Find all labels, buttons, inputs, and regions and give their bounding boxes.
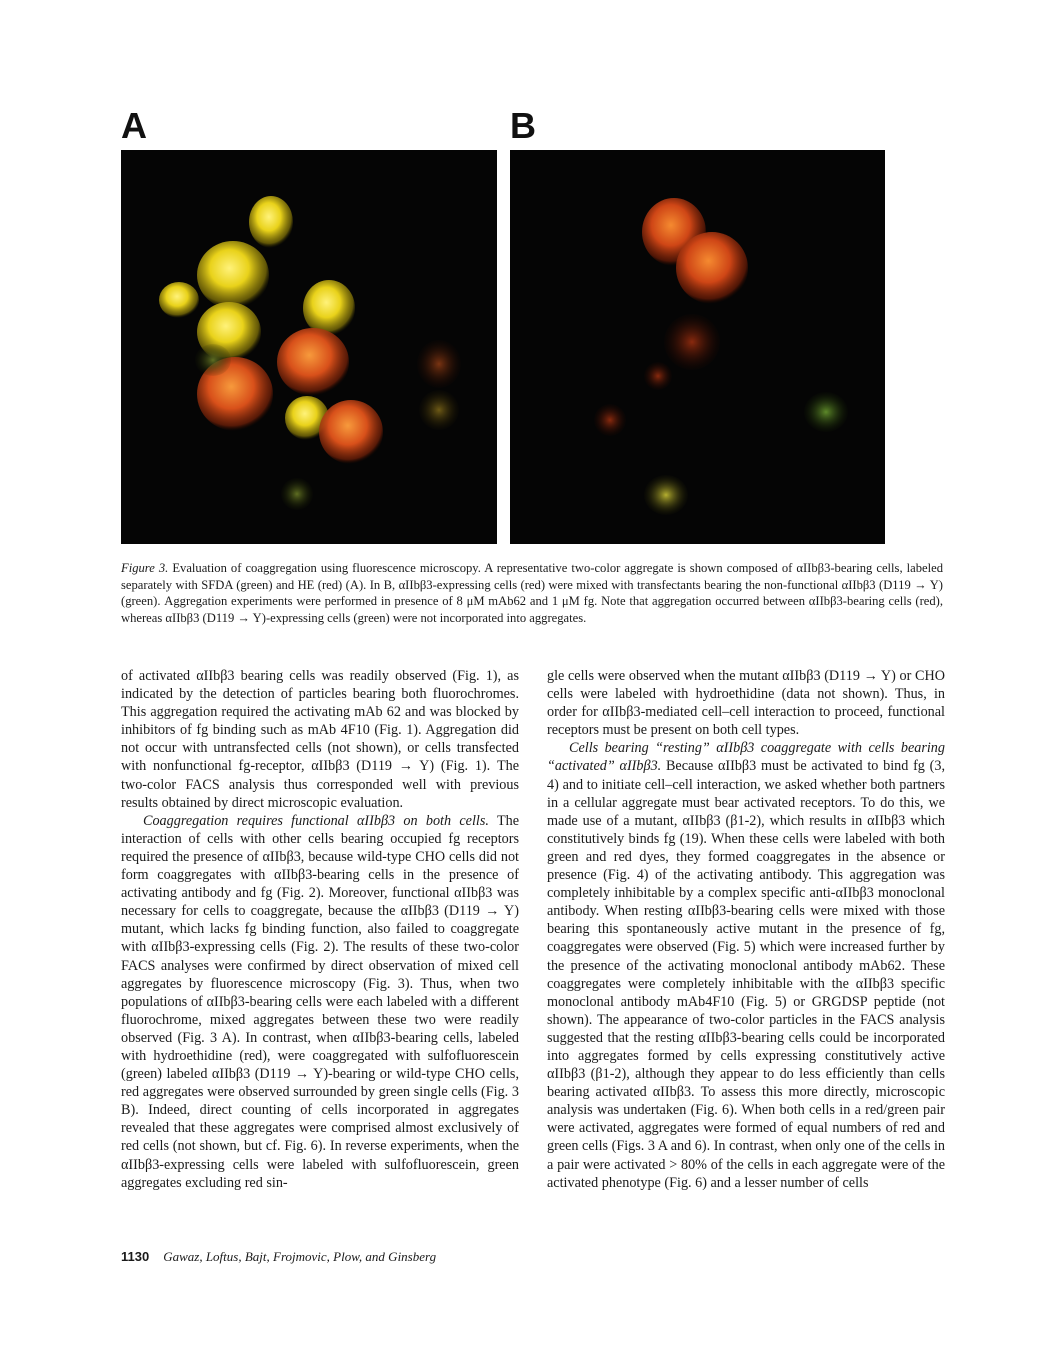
dim-cell <box>417 340 461 388</box>
paragraph <box>547 739 945 1191</box>
green-cell <box>159 282 199 318</box>
body-column-right <box>547 667 945 1192</box>
figure-caption <box>121 560 943 626</box>
green-cell <box>249 196 293 248</box>
paragraph <box>121 812 519 1192</box>
paragraph: gle cells were observed when the mutant αIIbβ3 (D119 → Y) or CHO cells were labeled with hydroethidine (data not shown). Thus, in order for αIIbβ3-mediated cell–cell interaction to proceed, functional receptors must be present on both cell types. <box>547 668 945 739</box>
page-footer <box>121 1249 436 1265</box>
red-cell <box>676 232 748 304</box>
caption-text: Evaluation of coaggregation using fluorescence microscopy. A representative two-color aggregate is shown composed of αIIbβ3-bearing cells, labeled separately with SFDA (green) and HE (red) (A). In B, αIIbβ3-expressing cells (red) were mixed with transfectants bearing the non-functional αIIbβ3 (D119 → Y) (green). Aggregation experiments were performed in presence of 8 μM mAb62 and 1 μM fg. Note that aggregation occurred between αIIbβ3-bearing cells (red), whereas αIIbβ3 (D119 → Y)-expressing cells (green) were not incorporated into aggregates. <box>121 561 943 625</box>
panel-a-label: A <box>121 105 147 146</box>
dim-cell <box>419 390 459 430</box>
dim-red-cell <box>664 314 720 370</box>
green-cell <box>303 280 355 336</box>
paragraph: of activated αIIbβ3 bearing cells was readily observed (Fig. 1), as indicated by the detection of particles bearing both fluorochromes. This aggregation required the activating mAb 62 and was blocked by inhibitors of fg binding such as mAb 4F10 (Fig. 1). Aggregation did not occur with untransfected cells (not shown), or cells transfected with nonfunctional fg-receptor, αIIbβ3 (D119 → Y) (Fig. 1). The two-color FACS analysis thus corresponded well with previous results obtained by direct microscopic evaluation. <box>121 668 519 811</box>
red-cell <box>277 328 349 396</box>
micrograph-panel-a <box>121 150 497 544</box>
dim-cell <box>195 344 231 376</box>
dim-red-cell <box>644 362 672 390</box>
section-heading: Coaggregation requires functional αIIbβ3 on both cells. <box>143 812 489 829</box>
paragraph-text: The interaction of cells with other cells bearing occupied fg receptors required the presence of αIIbβ3, because wild-type CHO cells did not form coaggregates with αIIbβ3-bearing cells in the presence of activating antibody and fg (Fig. 2). Moreover, functional αIIbβ3 was necessary for cells to coaggregate, because the αIIbβ3 (D119 → Y) mutant, which lacks fg binding function, also failed to coaggregate with αIIbβ3-expressing cells (Fig. 2). The results of these two-color FACS analyses were confirmed by direct observation of mixed cell aggregates by fluorescence microscopy (Fig. 3). Thus, when two populations of αIIbβ3-bearing cells were each labeled with a different fluorochrome, mixed aggregates between these two were readily observed (Fig. 3 A). In contrast, when αIIbβ3-bearing cells, labeled with hydroethidine (red), were coaggregated with sulfofluorescein (green) labeled αIIbβ3 (D119 → Y)-bearing or wild-type CHO cells, red aggregates were observed surrounded by green single cells (Fig. 3 B). Indeed, direct counting of cells incorporated in aggregates revealed that these aggregates were comprised almost exclusively of red cells (not shown, but cf. Fig. 6). In reverse experiments, when the αIIbβ3-expressing cells were labeled with sulfofluorescein, green aggregates excluding red sin- <box>121 812 519 1191</box>
red-cell <box>319 400 383 464</box>
caption-label: Figure 3. <box>121 561 169 575</box>
section-heading: Cells bearing “resting” αIIbβ3 coaggregate with cells bearing “activated” αIIbβ3. <box>547 740 945 775</box>
paragraph-text: Because αIIbβ3 must be activated to bind fg (3, 4) and to initiate cell–cell interaction, we asked whether both partners in a cellular aggregate must bear activated receptors. To do this, we made use of a mutant, αIIbβ3 (β1-2), which results in αIIbβ3 which constitutively binds fg (19). When these cells were labeled with both green and red dyes, they formed coaggregates in the absence or presence (Fig. 4) of the activating antibody. This aggregation was completely inhibitable by a complex specific anti-αIIbβ3 monoclonal antibody. When resting αIIbβ3-bearing cells were mixed with those bearing this spontaneously active mutant in the presence of fg, coaggregates were observed (Fig. 5) which were increased further by the presence of the activating monoclonal antibody mAb62. These coaggregates were completely inhibitable with the αIIbβ3 specific monoclonal antibody mAb4F10 (Fig. 5) or GRGDSP peptide (not shown). The appearance of two-color particles in the FACS analysis suggested that the resting αIIbβ3-bearing cells could be incorporated into aggregates formed by cells expressing constitutively active αIIbβ3 (β1-2), although they appear to do less efficiently than cells bearing activated αIIbβ3. To assess this more directly, microscopic analysis was undertaken (Fig. 6). When both cells in a red/green pair were activated, aggregates were formed of equal numbers of red and green cells (Figs. 3 A and 6). In contrast, when only one of the cells in a pair were activated > 80% of the cells in each aggregate were of the activated phenotype (Fig. 6) and a lesser number of cells <box>547 758 945 1191</box>
green-cell <box>644 475 688 515</box>
micrograph-panel-b <box>510 150 885 544</box>
dim-red-cell <box>594 404 626 436</box>
body-column-left <box>121 667 519 1192</box>
panel-b-label: B <box>510 105 536 146</box>
green-cell <box>197 241 269 309</box>
running-authors: Gawaz, Loftus, Bajt, Frojmovic, Plow, and Ginsberg <box>163 1249 437 1264</box>
page-number: 1130 <box>121 1249 150 1264</box>
green-cell <box>804 392 848 432</box>
dim-cell <box>281 478 313 510</box>
